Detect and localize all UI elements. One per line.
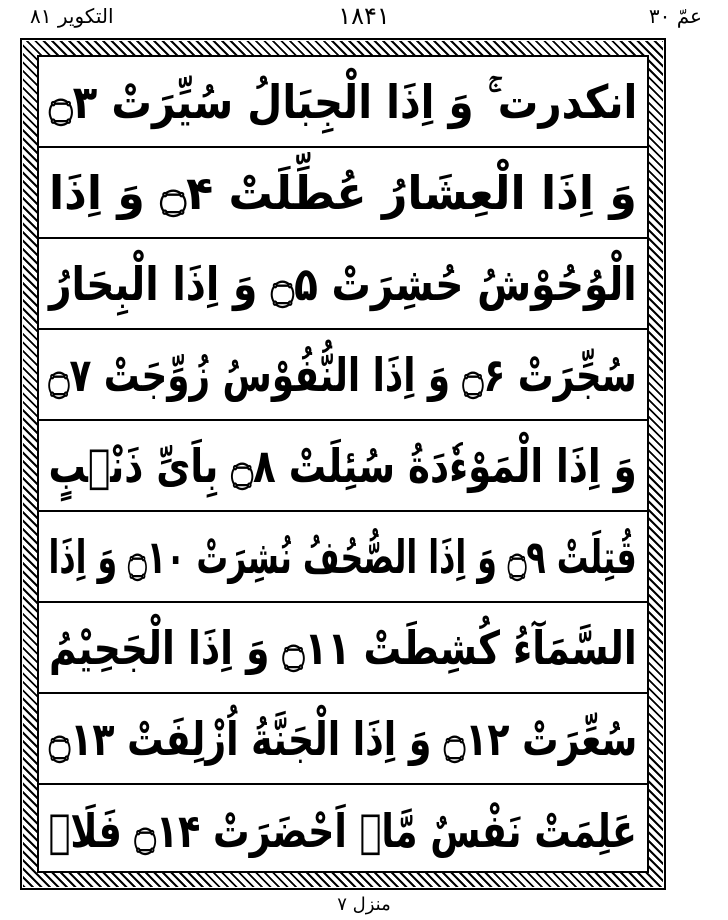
verse-line-1 (39, 57, 647, 148)
verse-lines (39, 57, 647, 871)
verse-text: عَلِمَتْ نَفْسٌ مَّاۤ اَحْضَرَتْ ۝۱۴ فَلَاۤ (48, 803, 638, 858)
verse-line-7 (39, 603, 647, 694)
verse-line-8 (39, 694, 647, 785)
verse-line-3 (39, 239, 647, 330)
verse-text: وَ اِذَا الْعِشَارُ عُطِّلَتْ ۝۴ وَ اِذَا (49, 165, 637, 220)
page-number: ۱۸۴۱ (338, 2, 390, 30)
surah-name-header: التکویر ۸۱ (30, 4, 114, 28)
juz-header: عمّ ۳۰ (648, 4, 702, 28)
page-header (0, 0, 728, 40)
manzil-footer: منزل ۷ (337, 894, 391, 915)
verse-text: سُعِّرَتْ ۝۱۲ وَ اِذَا الْجَنَّةُ اُزْلِفَتْ ۝۱۳ (48, 711, 638, 766)
verse-line-4 (39, 330, 647, 421)
verse-text: سُجِّرَتْ ۝۶ وَ اِذَا النُّفُوْسُ زُوِّجَتْ ۝۷ (48, 347, 638, 402)
verse-line-2 (39, 148, 647, 239)
verse-line-9 (39, 785, 647, 876)
text-frame (37, 55, 649, 873)
verse-text: السَّمَآءُ كُشِطَتْ ۝۱۱ وَ اِذَا الْجَحِیْمُ (49, 620, 637, 675)
verse-text: الْوُحُوْشُ حُشِرَتْ ۝۵ وَ اِذَا الْبِحَارُ (49, 256, 637, 311)
verse-text: انکدرت ۚ وَ اِذَا الْجِبَالُ سُیِّرَتْ ۝۳ (48, 74, 638, 129)
verse-line-6 (39, 512, 647, 603)
verse-text: وَ اِذَا الْمَوْءٗدَةُ سُئِلَتْ ۝۸ بِاَیِّ ذَنْۢبٍ (48, 438, 638, 493)
verse-text: قُتِلَتْ ۝۹ وَ اِذَا الصُّحُفُ نُشِرَتْ ۝۱۰ وَ اِذَا (48, 529, 638, 584)
verse-line-5 (39, 421, 647, 512)
